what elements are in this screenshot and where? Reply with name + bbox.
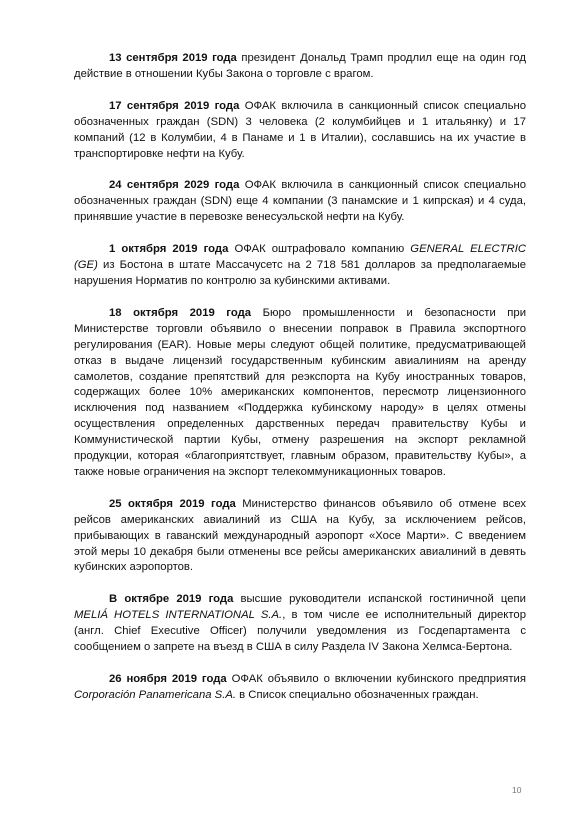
paragraph-17-sep xyxy=(74,99,526,163)
paragraph-26-nov xyxy=(74,672,526,704)
paragraph-18-oct xyxy=(74,306,526,481)
paragraph-date: 17 сентября 2019 года xyxy=(109,99,240,112)
paragraph-text: Министерство финансов объявило об отмене всех рейсов американских авиалиний из США на Кубу, за исключением рейсов, прибывающих в гаванский международный аэропорт «Хосе Марти». С введением этой меры 10 декабря были отменены все рейсы американских авиалиний в девять кубинских аэропортов. xyxy=(74,497,527,574)
paragraph-1-oct xyxy=(74,242,526,290)
paragraph-text: ОФАК включила в санкционный список специально обозначенных граждан (SDN) еще 4 компании (3 панамские и 1 кипрская) и 4 суда, принявшие участие в перевозке венесуэльской нефти на Кубу. xyxy=(74,179,526,224)
paragraph-text: Бюро промышленности и безопасности при Министерстве торговли объявило о внесении поправок в Правила экспортного регулирования (EAR). Новые меры следуют общей политике, предусматривающей отказ в выдаче лицензий государственным кубинским авиалиниям на аренду самолетов, создание препятствий для реэкспорта на Кубу иностранных товаров, содержащих более 10% американских компонентов, пересмотр лицензионного исключения под названием «Поддержка кубинскому народу» в целях отмены осуществления определенных дарственных передач правительству Кубы и Коммунистической партии Кубы, отмену разрешения на экспорт рекламной продукции, которая «благоприятствует, главным образом, правительству Кубы», а также новые ограничения на экспорт телекоммуникационных товаров. xyxy=(74,306,527,478)
document-body xyxy=(74,51,526,720)
paragraph-date: 13 сентября 2019 года xyxy=(109,52,237,64)
company-name: GENERAL ELECTRIC (GE) xyxy=(74,243,527,272)
paragraph-text: ОФАК объявило о включении кубинского предприятия xyxy=(226,673,526,685)
paragraph-date: В октябре 2019 года xyxy=(109,593,234,606)
paragraph-24-sep xyxy=(74,178,526,226)
paragraph-date: 18 октября 2019 года xyxy=(109,306,252,319)
paragraph-text: из Бостона в штате Массачусетс на 2 718 581 долларов за предполагаемые нарушения Норматив по контролю за кубинскими активами. xyxy=(74,259,526,287)
paragraph-text: , в том числе ее исполнительный директор (англ. Chief Executive Officer) получили уведомления из Госдепартамента с сообщением о запрете на въезд в США в силу Раздела IV Закона Хелмса-Бертона. xyxy=(74,609,526,654)
paragraph-date: 26 ноября 2019 года xyxy=(109,673,227,685)
paragraph-text: ОФАК оштрафовало компанию xyxy=(228,243,411,256)
paragraph-text: в Список специально обозначенных граждан. xyxy=(236,688,479,701)
paragraph-text: высшие руководители испанской гостиничной цепи xyxy=(233,593,526,606)
paragraph-25-oct xyxy=(74,497,526,577)
paragraph-13-sep xyxy=(74,51,526,83)
paragraph-oct xyxy=(74,592,526,656)
company-name: MELIÁ HOTELS INTERNATIONAL S.A. xyxy=(74,609,283,622)
paragraph-date: 25 октября 2019 года xyxy=(109,497,236,510)
paragraph-date: 24 сентября 2029 года xyxy=(109,179,240,192)
page-number: 10 xyxy=(512,785,522,795)
paragraph-text: президент Дональд Трамп продлил еще на один год действие в отношении Кубы Закона о торговле с врагом. xyxy=(74,52,526,80)
paragraph-date: 1 октября 2019 года xyxy=(109,243,229,256)
paragraph-text: ОФАК включила в санкционный список специально обозначенных граждан (SDN) 3 человека (2 колумбийцев и 1 итальянку) и 17 компаний (12 в Колумбии, 4 в Панаме и 1 в Италии), сославшись на их участие в транспортировке нефти на Кубу. xyxy=(74,99,526,160)
company-name: Corporación Panamericana S.A. xyxy=(74,688,237,701)
